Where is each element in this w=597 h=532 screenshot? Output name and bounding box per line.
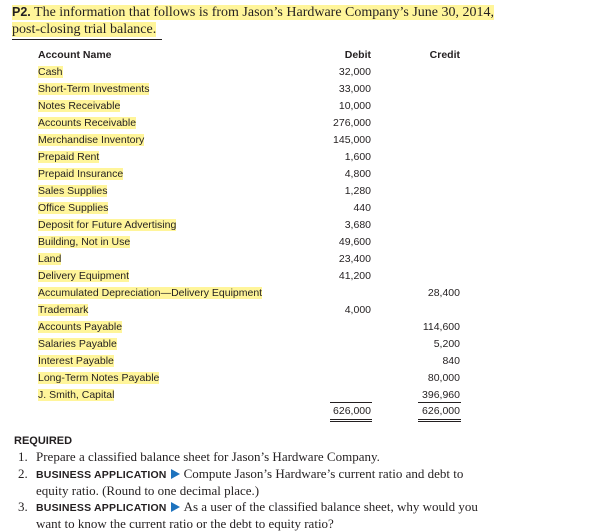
account-name: Prepaid Rent bbox=[38, 151, 100, 163]
account-name: Sales Supplies bbox=[38, 185, 108, 197]
credit-double-rule-1 bbox=[418, 419, 461, 420]
debit-value: 3,680 bbox=[344, 219, 371, 231]
debit-value: 41,200 bbox=[338, 270, 371, 282]
required-item-number: 2. bbox=[18, 466, 28, 481]
account-name: Long-Term Notes Payable bbox=[38, 372, 160, 384]
account-name: Prepaid Insurance bbox=[38, 168, 124, 180]
account-name: Merchandise Inventory bbox=[38, 134, 145, 146]
header-underline bbox=[12, 39, 162, 40]
credit-value: 28,400 bbox=[427, 287, 460, 299]
col-header-debit: Debit bbox=[344, 49, 371, 61]
total-debit: 626,000 bbox=[333, 405, 371, 417]
debit-value: 23,400 bbox=[338, 253, 371, 265]
account-name: Short-Term Investments bbox=[38, 83, 150, 95]
debit-value: 4,000 bbox=[344, 304, 371, 316]
problem-header bbox=[12, 4, 582, 38]
debit-value: 440 bbox=[353, 202, 371, 214]
credit-total-rule bbox=[418, 402, 461, 403]
required-item-1 bbox=[18, 449, 588, 465]
problem-text-line1: The information that follows is from Jason’s Hardware Company’s June 30, 2014, bbox=[34, 5, 494, 20]
debit-double-rule-1 bbox=[330, 419, 372, 420]
business-application-tag: BUSINESS APPLICATION bbox=[36, 502, 167, 514]
required-title: REQUIRED bbox=[14, 435, 73, 447]
credit-value: 840 bbox=[442, 355, 460, 367]
account-name: Delivery Equipment bbox=[38, 270, 130, 282]
required-item-continuation: want to know the current ratio or the debt to equity ratio? bbox=[36, 516, 334, 531]
account-name: Land bbox=[38, 253, 62, 265]
debit-value: 1,600 bbox=[344, 151, 371, 163]
credit-value: 80,000 bbox=[427, 372, 460, 384]
account-name: J. Smith, Capital bbox=[38, 389, 115, 401]
credit-value: 5,200 bbox=[433, 338, 460, 350]
debit-value: 1,280 bbox=[344, 185, 371, 197]
debit-value: 33,000 bbox=[338, 83, 371, 95]
required-item-text: Prepare a classified balance sheet for Jason’s Hardware Company. bbox=[36, 449, 380, 464]
credit-double-rule-2 bbox=[418, 421, 461, 422]
account-name: Accounts Receivable bbox=[38, 117, 137, 129]
problem-text-line2: post-closing trial balance. bbox=[12, 22, 157, 37]
debit-value: 10,000 bbox=[338, 100, 371, 112]
account-name: Trademark bbox=[38, 304, 89, 316]
credit-value: 114,600 bbox=[422, 321, 460, 333]
col-header-credit: Credit bbox=[429, 49, 460, 61]
account-name: Accumulated Depreciation—Delivery Equipment bbox=[38, 287, 263, 299]
account-name: Interest Payable bbox=[38, 355, 114, 367]
credit-value: 396,960 bbox=[422, 389, 460, 401]
total-credit: 626,000 bbox=[422, 405, 460, 417]
required-item-text: As a user of the classified balance sheet, why would you bbox=[183, 499, 478, 514]
account-name: Cash bbox=[38, 66, 63, 78]
account-name: Notes Receivable bbox=[38, 100, 121, 112]
debit-value: 145,000 bbox=[333, 134, 371, 146]
required-item-continuation: equity ratio. (Round to one decimal place.) bbox=[36, 483, 260, 498]
col-header-account: Account Name bbox=[38, 49, 112, 61]
debit-value: 49,600 bbox=[338, 236, 371, 248]
account-name: Deposit for Future Advertising bbox=[38, 219, 177, 231]
required-item-number: 1. bbox=[18, 449, 28, 464]
debit-double-rule-2 bbox=[330, 421, 372, 422]
debit-value: 276,000 bbox=[333, 117, 371, 129]
account-name: Accounts Payable bbox=[38, 321, 123, 333]
arrow-right-icon bbox=[171, 469, 180, 479]
business-application-tag: BUSINESS APPLICATION bbox=[36, 469, 167, 481]
debit-value: 32,000 bbox=[338, 66, 371, 78]
required-item-text: Compute Jason’s Hardware’s current ratio and debt to bbox=[183, 466, 464, 481]
account-name: Building, Not in Use bbox=[38, 236, 131, 248]
problem-number: P2. bbox=[12, 5, 31, 19]
account-name: Office Supplies bbox=[38, 202, 109, 214]
required-item-number: 3. bbox=[18, 499, 28, 514]
required-item-2 bbox=[18, 466, 588, 499]
required-item-3 bbox=[18, 499, 588, 532]
account-name: Salaries Payable bbox=[38, 338, 117, 350]
debit-value: 4,800 bbox=[344, 168, 371, 180]
debit-total-rule bbox=[330, 402, 372, 403]
arrow-right-icon bbox=[171, 502, 180, 512]
